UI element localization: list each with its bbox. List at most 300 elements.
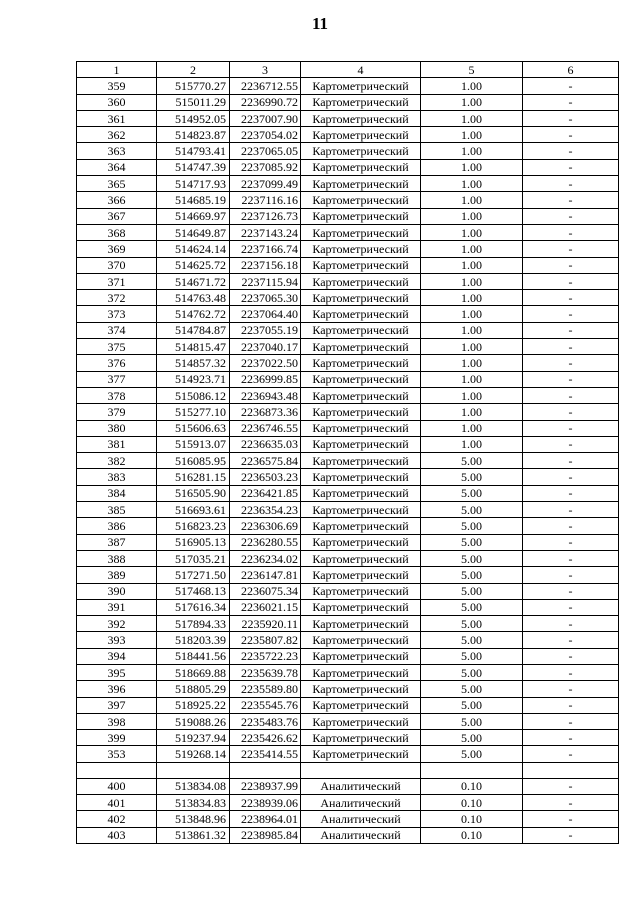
cell-method: Картометрический — [301, 502, 421, 518]
table-row — [77, 257, 619, 273]
table-row — [77, 110, 619, 126]
cell-point-number: 384 — [77, 485, 157, 501]
cell-point-number: 395 — [77, 664, 157, 680]
cell-accuracy: 5.00 — [421, 502, 523, 518]
cell-accuracy: 0.10 — [421, 811, 523, 827]
cell-method: Картометрический — [301, 355, 421, 371]
cell-y-coordinate: 2235545.76 — [230, 697, 301, 713]
cell-accuracy: 1.00 — [421, 110, 523, 126]
cell-accuracy: 5.00 — [421, 713, 523, 729]
cell-point-number: 381 — [77, 436, 157, 452]
cell-note: - — [523, 778, 619, 794]
cell-note: - — [523, 485, 619, 501]
cell-method: Картометрический — [301, 322, 421, 338]
cell-note: - — [523, 404, 619, 420]
cell-accuracy: 5.00 — [421, 518, 523, 534]
cell-x-coordinate: 514671.72 — [157, 273, 230, 289]
cell-method: Картометрический — [301, 730, 421, 746]
cell-y-coordinate: 2237055.19 — [230, 322, 301, 338]
cell-method: Картометрический — [301, 78, 421, 94]
cell-method: Картометрический — [301, 273, 421, 289]
cell-note: - — [523, 713, 619, 729]
cell-x-coordinate: 518441.56 — [157, 648, 230, 664]
cell-accuracy: 5.00 — [421, 453, 523, 469]
table-row — [77, 224, 619, 240]
cell-point-number: 374 — [77, 322, 157, 338]
cell-y-coordinate: 2237166.74 — [230, 241, 301, 257]
table-row — [77, 518, 619, 534]
cell-note: - — [523, 469, 619, 485]
cell-method: Картометрический — [301, 567, 421, 583]
cell-accuracy: 5.00 — [421, 632, 523, 648]
cell-note: - — [523, 648, 619, 664]
cell-method: Картометрический — [301, 159, 421, 175]
table-row — [77, 827, 619, 843]
cell-accuracy: 0.10 — [421, 795, 523, 811]
header-cell-4: 4 — [301, 62, 421, 78]
cell-point-number: 382 — [77, 453, 157, 469]
cell-point-number: 383 — [77, 469, 157, 485]
cell-point-number: 398 — [77, 713, 157, 729]
cell-accuracy: 1.00 — [421, 290, 523, 306]
cell-x-coordinate — [157, 762, 230, 778]
cell-accuracy: 1.00 — [421, 127, 523, 143]
cell-accuracy: 1.00 — [421, 273, 523, 289]
cell-note: - — [523, 192, 619, 208]
cell-method: Картометрический — [301, 192, 421, 208]
cell-note: - — [523, 811, 619, 827]
cell-x-coordinate: 516505.90 — [157, 485, 230, 501]
table-row — [77, 339, 619, 355]
cell-method: Картометрический — [301, 257, 421, 273]
cell-method: Картометрический — [301, 420, 421, 436]
cell-x-coordinate: 514857.32 — [157, 355, 230, 371]
cell-y-coordinate: 2235920.11 — [230, 616, 301, 632]
cell-y-coordinate: 2236746.55 — [230, 420, 301, 436]
cell-x-coordinate: 514625.72 — [157, 257, 230, 273]
cell-method: Картометрический — [301, 583, 421, 599]
cell-method: Аналитический — [301, 811, 421, 827]
cell-y-coordinate: 2236234.02 — [230, 550, 301, 566]
cell-y-coordinate: 2236999.85 — [230, 371, 301, 387]
cell-x-coordinate: 516281.15 — [157, 469, 230, 485]
cell-y-coordinate: 2238964.01 — [230, 811, 301, 827]
page-number: 11 — [311, 14, 329, 33]
cell-method: Картометрический — [301, 208, 421, 224]
table-row — [77, 469, 619, 485]
table-row — [77, 273, 619, 289]
cell-y-coordinate: 2236990.72 — [230, 94, 301, 110]
cell-method: Картометрический — [301, 469, 421, 485]
cell-accuracy: 5.00 — [421, 550, 523, 566]
cell-x-coordinate: 514923.71 — [157, 371, 230, 387]
cell-y-coordinate: 2236280.55 — [230, 534, 301, 550]
cell-y-coordinate: 2236503.23 — [230, 469, 301, 485]
cell-y-coordinate: 2236306.69 — [230, 518, 301, 534]
cell-note: - — [523, 534, 619, 550]
cell-y-coordinate — [230, 762, 301, 778]
cell-accuracy: 5.00 — [421, 534, 523, 550]
cell-accuracy: 1.00 — [421, 306, 523, 322]
cell-y-coordinate: 2236421.85 — [230, 485, 301, 501]
table-row — [77, 795, 619, 811]
cell-point-number: 372 — [77, 290, 157, 306]
cell-note: - — [523, 159, 619, 175]
cell-note: - — [523, 78, 619, 94]
cell-x-coordinate: 516823.23 — [157, 518, 230, 534]
cell-note: - — [523, 420, 619, 436]
cell-y-coordinate: 2237126.73 — [230, 208, 301, 224]
cell-x-coordinate: 514624.14 — [157, 241, 230, 257]
table-row — [77, 436, 619, 452]
cell-point-number: 375 — [77, 339, 157, 355]
table-row — [77, 778, 619, 794]
cell-note: - — [523, 730, 619, 746]
cell-method: Картометрический — [301, 453, 421, 469]
cell-point-number: 385 — [77, 502, 157, 518]
cell-point-number: 362 — [77, 127, 157, 143]
cell-y-coordinate: 2236354.23 — [230, 502, 301, 518]
cell-y-coordinate: 2238985.84 — [230, 827, 301, 843]
cell-note: - — [523, 257, 619, 273]
table-row — [77, 550, 619, 566]
cell-y-coordinate: 2236021.15 — [230, 599, 301, 615]
cell-x-coordinate: 519088.26 — [157, 713, 230, 729]
cell-method: Картометрический — [301, 518, 421, 534]
cell-x-coordinate: 518925.22 — [157, 697, 230, 713]
cell-method: Картометрический — [301, 371, 421, 387]
header-cell-2: 2 — [157, 62, 230, 78]
cell-point-number: 391 — [77, 599, 157, 615]
cell-x-coordinate: 514649.87 — [157, 224, 230, 240]
table-row — [77, 681, 619, 697]
cell-accuracy: 5.00 — [421, 648, 523, 664]
cell-y-coordinate: 2237115.94 — [230, 273, 301, 289]
cell-accuracy: 0.10 — [421, 778, 523, 794]
cell-point-number: 394 — [77, 648, 157, 664]
cell-y-coordinate: 2238939.06 — [230, 795, 301, 811]
cell-x-coordinate: 517616.34 — [157, 599, 230, 615]
cell-accuracy: 1.00 — [421, 159, 523, 175]
table-row — [77, 127, 619, 143]
cell-x-coordinate: 516905.13 — [157, 534, 230, 550]
cell-y-coordinate: 2236635.03 — [230, 436, 301, 452]
cell-note: - — [523, 599, 619, 615]
cell-y-coordinate: 2235807.82 — [230, 632, 301, 648]
cell-point-number: 367 — [77, 208, 157, 224]
cell-method: Картометрический — [301, 143, 421, 159]
table-row — [77, 94, 619, 110]
cell-note: - — [523, 697, 619, 713]
cell-y-coordinate: 2237065.05 — [230, 143, 301, 159]
cell-method: Картометрический — [301, 339, 421, 355]
cell-accuracy: 5.00 — [421, 616, 523, 632]
cell-accuracy: 5.00 — [421, 730, 523, 746]
cell-y-coordinate: 2236712.55 — [230, 78, 301, 94]
cell-note: - — [523, 436, 619, 452]
cell-note: - — [523, 94, 619, 110]
cell-point-number: 370 — [77, 257, 157, 273]
cell-x-coordinate: 515770.27 — [157, 78, 230, 94]
cell-accuracy: 5.00 — [421, 681, 523, 697]
cell-point-number: 360 — [77, 94, 157, 110]
table-row — [77, 355, 619, 371]
cell-point-number: 364 — [77, 159, 157, 175]
cell-point-number: 377 — [77, 371, 157, 387]
cell-method: Картометрический — [301, 387, 421, 403]
cell-accuracy: 5.00 — [421, 469, 523, 485]
cell-note: - — [523, 827, 619, 843]
cell-x-coordinate: 517468.13 — [157, 583, 230, 599]
cell-method: Картометрический — [301, 632, 421, 648]
table-row — [77, 322, 619, 338]
table-row — [77, 632, 619, 648]
cell-point-number: 363 — [77, 143, 157, 159]
cell-x-coordinate: 513834.08 — [157, 778, 230, 794]
cell-x-coordinate: 517271.50 — [157, 567, 230, 583]
cell-point-number: 388 — [77, 550, 157, 566]
cell-note: - — [523, 322, 619, 338]
cell-note: - — [523, 208, 619, 224]
table-row — [77, 290, 619, 306]
table-body — [77, 62, 619, 844]
table-row — [77, 567, 619, 583]
cell-point-number: 379 — [77, 404, 157, 420]
cell-accuracy: 1.00 — [421, 404, 523, 420]
cell-point-number: 378 — [77, 387, 157, 403]
cell-accuracy: 1.00 — [421, 420, 523, 436]
table-row — [77, 78, 619, 94]
cell-x-coordinate: 514717.93 — [157, 176, 230, 192]
cell-accuracy: 1.00 — [421, 143, 523, 159]
cell-method: Картометрический — [301, 94, 421, 110]
cell-method: Аналитический — [301, 795, 421, 811]
cell-note: - — [523, 306, 619, 322]
cell-accuracy: 1.00 — [421, 322, 523, 338]
cell-x-coordinate: 515086.12 — [157, 387, 230, 403]
cell-x-coordinate: 514747.39 — [157, 159, 230, 175]
cell-accuracy: 5.00 — [421, 567, 523, 583]
cell-x-coordinate: 514815.47 — [157, 339, 230, 355]
cell-accuracy: 1.00 — [421, 387, 523, 403]
cell-accuracy: 5.00 — [421, 697, 523, 713]
cell-y-coordinate: 2235589.80 — [230, 681, 301, 697]
cell-y-coordinate: 2237065.30 — [230, 290, 301, 306]
cell-method: Картометрический — [301, 485, 421, 501]
table-row — [77, 697, 619, 713]
cell-y-coordinate: 2237064.40 — [230, 306, 301, 322]
table-row — [77, 730, 619, 746]
cell-point-number: 361 — [77, 110, 157, 126]
cell-note: - — [523, 371, 619, 387]
cell-x-coordinate: 514952.05 — [157, 110, 230, 126]
cell-point-number: 368 — [77, 224, 157, 240]
cell-point-number: 376 — [77, 355, 157, 371]
cell-y-coordinate: 2235414.55 — [230, 746, 301, 762]
table-row — [77, 811, 619, 827]
cell-accuracy: 5.00 — [421, 583, 523, 599]
cell-y-coordinate: 2236075.34 — [230, 583, 301, 599]
cell-accuracy: 1.00 — [421, 436, 523, 452]
cell-note: - — [523, 339, 619, 355]
cell-point-number: 403 — [77, 827, 157, 843]
cell-accuracy: 5.00 — [421, 664, 523, 680]
table-row — [77, 746, 619, 762]
cell-accuracy: 1.00 — [421, 208, 523, 224]
header-cell-6: 6 — [523, 62, 619, 78]
cell-note: - — [523, 583, 619, 599]
cell-method: Картометрический — [301, 648, 421, 664]
table-row — [77, 404, 619, 420]
cell-note: - — [523, 387, 619, 403]
cell-y-coordinate: 2237007.90 — [230, 110, 301, 126]
table-row — [77, 648, 619, 664]
cell-method: Картометрический — [301, 110, 421, 126]
cell-x-coordinate: 515913.07 — [157, 436, 230, 452]
cell-accuracy: 5.00 — [421, 599, 523, 615]
cell-x-coordinate: 518203.39 — [157, 632, 230, 648]
table-row — [77, 485, 619, 501]
cell-point-number: 353 — [77, 746, 157, 762]
cell-x-coordinate: 519237.94 — [157, 730, 230, 746]
cell-method: Картометрический — [301, 436, 421, 452]
cell-x-coordinate: 514685.19 — [157, 192, 230, 208]
cell-accuracy: 1.00 — [421, 241, 523, 257]
cell-point-number: 380 — [77, 420, 157, 436]
cell-y-coordinate: 2235483.76 — [230, 713, 301, 729]
cell-x-coordinate: 514762.72 — [157, 306, 230, 322]
cell-accuracy: 1.00 — [421, 224, 523, 240]
cell-x-coordinate: 518669.88 — [157, 664, 230, 680]
cell-x-coordinate: 513861.32 — [157, 827, 230, 843]
cell-note: - — [523, 518, 619, 534]
cell-method — [301, 762, 421, 778]
table-row — [77, 241, 619, 257]
cell-accuracy — [421, 762, 523, 778]
cell-y-coordinate: 2236147.81 — [230, 567, 301, 583]
cell-point-number: 399 — [77, 730, 157, 746]
cell-method: Картометрический — [301, 290, 421, 306]
cell-x-coordinate: 514784.87 — [157, 322, 230, 338]
cell-accuracy: 1.00 — [421, 176, 523, 192]
header-cell-3: 3 — [230, 62, 301, 78]
cell-point-number: 396 — [77, 681, 157, 697]
cell-y-coordinate: 2237040.17 — [230, 339, 301, 355]
cell-x-coordinate: 517894.33 — [157, 616, 230, 632]
cell-y-coordinate: 2237054.02 — [230, 127, 301, 143]
cell-accuracy: 1.00 — [421, 78, 523, 94]
cell-x-coordinate: 515606.63 — [157, 420, 230, 436]
cell-point-number: 369 — [77, 241, 157, 257]
cell-x-coordinate: 514823.87 — [157, 127, 230, 143]
cell-accuracy: 5.00 — [421, 746, 523, 762]
cell-y-coordinate: 2236943.48 — [230, 387, 301, 403]
table-row — [77, 599, 619, 615]
cell-x-coordinate: 515011.29 — [157, 94, 230, 110]
cell-method: Картометрический — [301, 127, 421, 143]
cell-method: Картометрический — [301, 681, 421, 697]
header-cell-1: 1 — [77, 62, 157, 78]
cell-method: Аналитический — [301, 778, 421, 794]
cell-method: Картометрический — [301, 746, 421, 762]
cell-accuracy: 1.00 — [421, 339, 523, 355]
cell-note: - — [523, 550, 619, 566]
table-row — [77, 159, 619, 175]
cell-accuracy: 1.00 — [421, 94, 523, 110]
cell-note: - — [523, 795, 619, 811]
table-row — [77, 306, 619, 322]
cell-note: - — [523, 110, 619, 126]
cell-method: Картометрический — [301, 697, 421, 713]
table-row — [77, 387, 619, 403]
cell-accuracy: 0.10 — [421, 827, 523, 843]
cell-x-coordinate: 515277.10 — [157, 404, 230, 420]
table-row — [77, 502, 619, 518]
cell-point-number: 393 — [77, 632, 157, 648]
cell-note: - — [523, 616, 619, 632]
table-row — [77, 583, 619, 599]
table-row — [77, 616, 619, 632]
cell-method: Картометрический — [301, 404, 421, 420]
table-row — [77, 664, 619, 680]
cell-y-coordinate: 2237085.92 — [230, 159, 301, 175]
table-row — [77, 143, 619, 159]
table-row — [77, 192, 619, 208]
cell-method: Картометрический — [301, 664, 421, 680]
cell-note: - — [523, 567, 619, 583]
cell-note: - — [523, 355, 619, 371]
cell-note: - — [523, 453, 619, 469]
cell-point-number: 371 — [77, 273, 157, 289]
cell-method: Картометрический — [301, 599, 421, 615]
cell-x-coordinate: 519268.14 — [157, 746, 230, 762]
cell-note: - — [523, 127, 619, 143]
cell-point-number: 387 — [77, 534, 157, 550]
cell-note: - — [523, 502, 619, 518]
cell-point-number: 359 — [77, 78, 157, 94]
cell-method: Картометрический — [301, 241, 421, 257]
table-row — [77, 453, 619, 469]
cell-point-number: 390 — [77, 583, 157, 599]
cell-y-coordinate: 2238937.99 — [230, 778, 301, 794]
cell-note: - — [523, 143, 619, 159]
cell-point-number: 365 — [77, 176, 157, 192]
cell-method: Картометрический — [301, 616, 421, 632]
cell-y-coordinate: 2235639.78 — [230, 664, 301, 680]
table-row — [77, 208, 619, 224]
cell-x-coordinate: 513848.96 — [157, 811, 230, 827]
table-row — [77, 762, 619, 778]
cell-point-number: 397 — [77, 697, 157, 713]
cell-accuracy: 1.00 — [421, 257, 523, 273]
table-row — [77, 176, 619, 192]
cell-note: - — [523, 176, 619, 192]
cell-note — [523, 762, 619, 778]
cell-y-coordinate: 2237116.16 — [230, 192, 301, 208]
cell-x-coordinate: 514793.41 — [157, 143, 230, 159]
cell-x-coordinate: 516085.95 — [157, 453, 230, 469]
table-row — [77, 420, 619, 436]
cell-accuracy: 1.00 — [421, 355, 523, 371]
cell-note: - — [523, 681, 619, 697]
cell-y-coordinate: 2235722.23 — [230, 648, 301, 664]
coordinates-table — [76, 61, 619, 844]
cell-note: - — [523, 664, 619, 680]
cell-y-coordinate: 2237022.50 — [230, 355, 301, 371]
cell-method: Картометрический — [301, 534, 421, 550]
cell-accuracy: 1.00 — [421, 371, 523, 387]
cell-point-number: 389 — [77, 567, 157, 583]
